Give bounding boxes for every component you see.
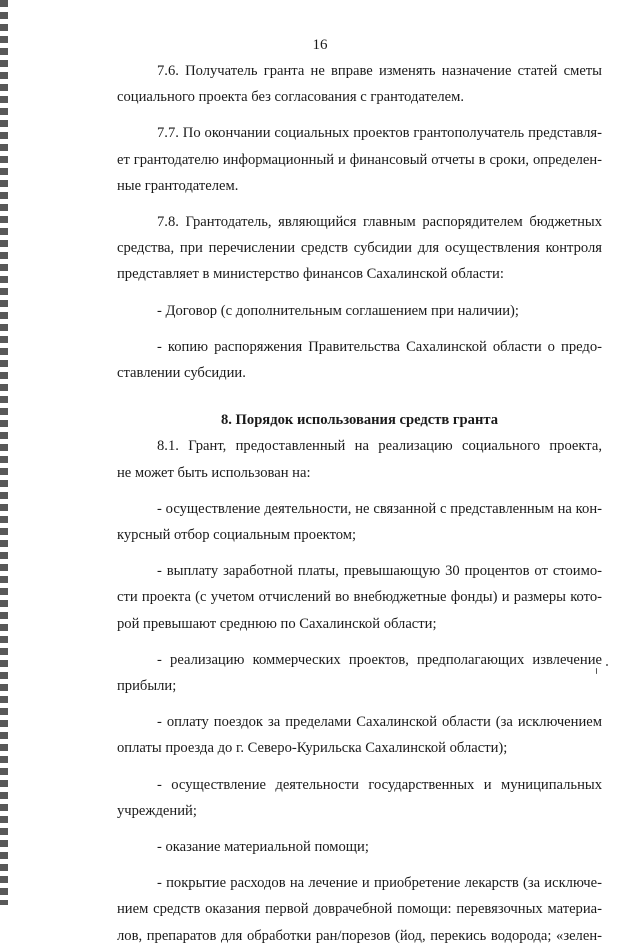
- section-7-continued: [117, 58, 602, 386]
- paragraph-line: - осуществление деятельности, не связанной с представленным на кон-: [157, 500, 602, 517]
- paragraph-line: представляет в министерство финансов Сахалинской области:: [117, 266, 504, 283]
- paragraph-line: 7.7. По окончании социальных проектов грантополучатель представля-: [157, 125, 602, 142]
- paragraph-line: - осуществление деятельности государственных и муниципальных: [157, 776, 602, 793]
- scan-speck: [606, 664, 608, 666]
- paragraph-line: - выплату заработной платы, превышающую 30 процентов от стоимо-: [157, 563, 602, 580]
- paragraph-line: ет грантодателю информационный и финансовый отчеты в сроки, определен-: [117, 151, 602, 168]
- section-8: [117, 433, 602, 948]
- section-heading: 8. Порядок использования средств гранта: [220, 412, 499, 429]
- paragraph-line: лов, препаратов для обработки ран/порезов (йод, перекись водорода; «зелен-: [117, 927, 602, 944]
- paragraph-line: сти проекта (с учетом отчислений во внебюджетные фонды) и размеры кото-: [117, 589, 602, 606]
- paragraph-line: - оплату поездок за пределами Сахалинской области (за исключением: [157, 714, 602, 731]
- paragraph-line: 8.1. Грант, предоставленный на реализацию социального проекта,: [157, 438, 602, 455]
- paragraph-line: - копию распоряжения Правительства Сахалинской области о предо-: [157, 338, 602, 355]
- paragraph-line: 7.6. Получатель гранта не вправе изменять назначение статей сметы: [157, 63, 602, 79]
- paragraph-line: - реализацию коммерческих проектов, предполагающих извлечение: [157, 651, 602, 668]
- paragraph-line: ставлении субсидии.: [117, 365, 246, 382]
- page-number: 16: [312, 37, 328, 53]
- document-body: [117, 58, 602, 949]
- paragraph-line: ные грантодателем.: [117, 177, 239, 194]
- paragraph-line: курсный отбор социальным проектом;: [117, 527, 357, 544]
- paragraph-line: учреждений;: [117, 802, 197, 819]
- paragraph-line: - оказание материальной помощи;: [157, 839, 369, 856]
- paragraph-line: прибыли;: [117, 678, 177, 695]
- paragraph-line: нием средств оказания первой доврачебной помощи: перевязочных материа-: [117, 901, 602, 918]
- paragraph-line: средства, при перечислении средств субсидии для осуществления контроля: [117, 240, 602, 257]
- paragraph-line: 7.8. Грантодатель, являющийся главным распорядителем бюджетных: [157, 214, 602, 231]
- scan-speck: [596, 668, 597, 674]
- paragraph-line: - Договор (с дополнительным соглашением при наличии);: [157, 302, 519, 319]
- paragraph-line: рой превышают среднюю по Сахалинской области;: [117, 615, 437, 632]
- paragraph-line: оплаты проезда до г. Северо-Курильска Сахалинской области);: [117, 740, 508, 757]
- paragraph-line: - покрытие расходов на лечение и приобретение лекарств (за исключе-: [157, 875, 602, 892]
- scan-edge-marks: [0, 0, 8, 905]
- paragraph-line: не может быть использован на:: [117, 464, 311, 481]
- paragraph-line: социального проекта без согласования с грантодателем.: [117, 89, 465, 106]
